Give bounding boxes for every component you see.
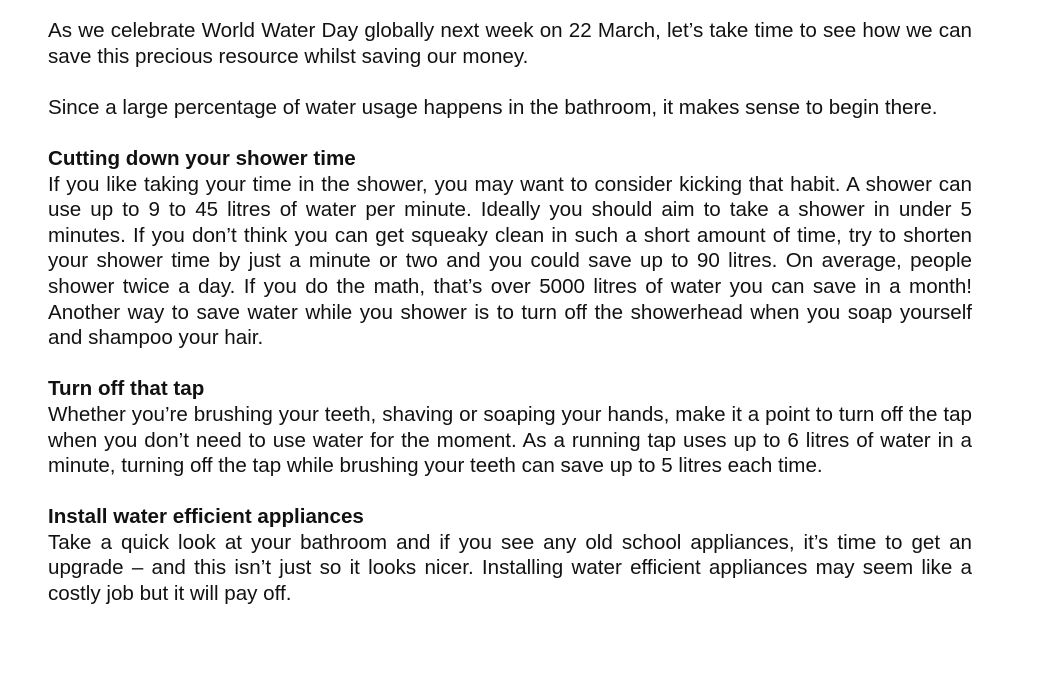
section-heading: Turn off that tap (48, 377, 205, 401)
section-heading: Install water efficient appliances (48, 505, 364, 529)
document-body (48, 18, 972, 607)
section-body: Take a quick look at your bathroom and if you see any old school appliances, it’s time to get an upgrade – and this isn’t just so it looks nicer. Installing water efficient appliances may seem like a costly job but it will pay off. (48, 530, 972, 606)
section-heading: Cutting down your shower time (48, 146, 356, 170)
section-turn-off-tap (48, 376, 972, 478)
intro-paragraph: As we celebrate World Water Day globally next week on 22 March, let’s take time to see how we can save this precious resource whilst saving our money. (48, 19, 972, 68)
intro-paragraph: Since a large percentage of water usage happens in the bathroom, it makes sense to begin there. (48, 95, 938, 119)
section-efficient-appliances (48, 504, 972, 606)
section-body: If you like taking your time in the shower, you may want to consider kicking that habit. A shower can use up to 9 to 45 litres of water per minute. Ideally you should aim to take a shower in under 5 minutes. If you don’t think you can get squeaky clean in such a short amount of time, try to shorten your shower time by just a minute or two and you could save up to 90 litres. On average, people shower twice a day. If you do the math, that’s over 5000 litres of water you can save in a month! Another way to save water while you shower is to turn off the showerhead when you soap yourself and shampoo your hair. (48, 172, 972, 350)
section-body: Whether you’re brushing your teeth, shaving or soaping your hands, make it a point to turn off the tap when you don’t need to use water for the moment. As a running tap uses up to 6 litres of water in a minute, turning off the tap while brushing your teeth can save up to 5 litres each time. (48, 402, 972, 478)
section-shower-time (48, 146, 972, 351)
